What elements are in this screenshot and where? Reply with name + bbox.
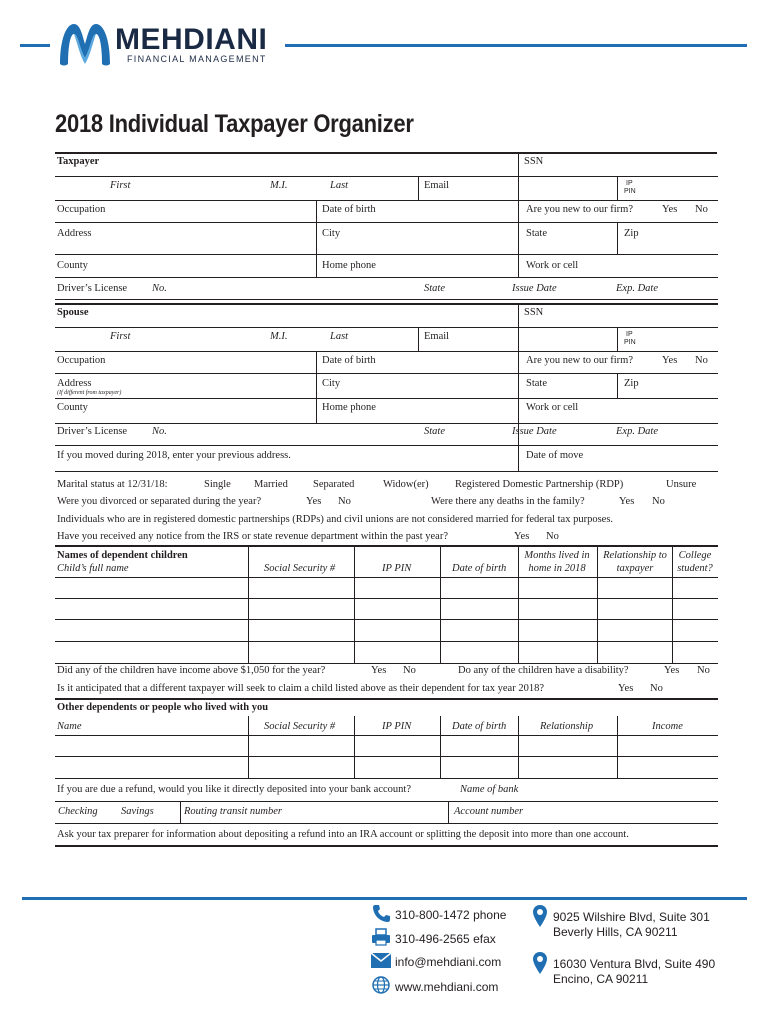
spouse-ip-label: IP — [626, 331, 633, 338]
spouse-new-firm-no[interactable]: No — [695, 355, 708, 366]
marital-unsure[interactable]: Unsure — [666, 479, 697, 490]
spouse-pin-label[interactable]: PIN — [624, 339, 636, 346]
brand-subtitle: FINANCIAL MANAGEMENT — [127, 54, 267, 64]
table-row[interactable] — [55, 619, 718, 620]
taxpayer-dl-state[interactable]: State — [424, 283, 445, 294]
divider — [617, 327, 618, 351]
rule — [55, 373, 718, 374]
location-pin-icon — [533, 905, 547, 927]
divider — [617, 176, 618, 200]
rule — [55, 176, 718, 177]
spouse-email-label[interactable]: Email — [424, 331, 450, 342]
rule — [55, 200, 718, 201]
divorced-yes[interactable]: Yes — [306, 496, 322, 507]
mehdiani-logo-icon — [56, 20, 114, 70]
taxpayer-ip-label: IP — [626, 180, 633, 187]
disability-yes[interactable]: Yes — [664, 665, 680, 676]
page-title: 2018 Individual Taxpayer Organizer — [55, 110, 414, 138]
taxpayer-dl-label: Driver’s License — [57, 283, 128, 294]
divider — [448, 801, 449, 823]
rule — [55, 423, 718, 424]
deaths-question: Were there any deaths in the family? — [431, 496, 585, 507]
others-income-col: Income — [652, 721, 683, 732]
rule — [55, 823, 718, 824]
table-row[interactable] — [55, 735, 718, 736]
table-row[interactable] — [55, 778, 718, 779]
notice-yes[interactable]: Yes — [514, 531, 530, 542]
divider — [248, 716, 249, 778]
divider — [597, 546, 598, 663]
spouse-work-cell-label[interactable]: Work or cell — [526, 402, 579, 413]
rdp-note: Individuals who are in registered domestic partnerships (RDPs) and civil unions are not considered married for federal tax purposes. — [57, 514, 614, 525]
taxpayer-city-label[interactable]: City — [322, 228, 341, 239]
taxpayer-header: Taxpayer — [57, 156, 100, 167]
marital-label: Marital status at 12/31/18: — [57, 479, 168, 490]
taxpayer-dl-exp[interactable]: Exp. Date — [616, 283, 658, 294]
divider — [248, 546, 249, 663]
divider — [672, 546, 673, 663]
divider — [440, 716, 441, 778]
spouse-address-note: (If different from taxpayer) — [57, 390, 122, 396]
taxpayer-new-firm-yes[interactable]: Yes — [662, 204, 678, 215]
rule — [55, 152, 717, 154]
rule — [55, 222, 718, 223]
taxpayer-new-firm-no[interactable]: No — [695, 204, 708, 215]
spouse-mi-label[interactable]: M.I. — [270, 331, 288, 342]
dependents-header: Names of dependent children — [57, 550, 188, 561]
disability-question: Do any of the children have a disability? — [458, 665, 629, 676]
deaths-yes[interactable]: Yes — [619, 496, 635, 507]
rule — [55, 277, 718, 278]
dependents-rel-col-line1: Relationship to — [603, 550, 667, 561]
table-row[interactable] — [55, 663, 718, 664]
others-header: Other dependents or people who lived with you — [57, 702, 269, 713]
spouse-county-label[interactable]: County — [57, 402, 88, 413]
taxpayer-first-label[interactable]: First — [110, 180, 131, 191]
fax-icon — [371, 928, 391, 946]
taxpayer-state-label[interactable]: State — [526, 228, 547, 239]
table-row[interactable] — [55, 756, 718, 757]
spouse-address-label[interactable]: Address — [57, 378, 92, 389]
dependents-ssn-col: Social Security # — [264, 563, 336, 574]
others-dob-col: Date of birth — [452, 721, 507, 732]
refund-routing-label[interactable]: Routing transit number — [184, 806, 283, 817]
divider — [617, 373, 618, 398]
children-income-yes[interactable]: Yes — [371, 665, 387, 676]
rule — [55, 351, 718, 352]
children-income-question: Did any of the children have income above $1,050 for the year? — [57, 665, 326, 676]
taxpayer-mi-label[interactable]: M.I. — [270, 180, 288, 191]
spouse-last-label[interactable]: Last — [330, 331, 349, 342]
others-rel-col: Relationship — [540, 721, 594, 732]
spouse-dl-no[interactable]: No. — [152, 426, 167, 437]
claim-question: Is it anticipated that a different taxpayer will seek to claim a child listed above as their dependent for tax year 2018? — [57, 683, 544, 694]
disability-no[interactable]: No — [697, 665, 710, 676]
refund-question: If you are due a refund, would you like it directly deposited into your bank account? — [57, 784, 411, 795]
rule — [55, 471, 718, 472]
rule — [55, 698, 718, 700]
others-name-col: Name — [57, 721, 82, 732]
divider — [617, 222, 618, 254]
spouse-home-phone-label[interactable]: Home phone — [322, 402, 376, 413]
location-pin-icon — [533, 952, 547, 974]
table-row[interactable] — [55, 598, 718, 599]
children-income-no[interactable]: No — [403, 665, 416, 676]
marital-married[interactable]: Married — [254, 479, 288, 490]
spouse-dob-label[interactable]: Date of birth — [322, 355, 376, 366]
dependents-months-col-line1: Months lived in — [524, 550, 590, 561]
claim-yes[interactable]: Yes — [618, 683, 634, 694]
spouse-header: Spouse — [57, 307, 89, 318]
table-row[interactable] — [55, 577, 718, 578]
taxpayer-work-cell-label[interactable]: Work or cell — [526, 260, 579, 271]
rule — [55, 299, 718, 300]
taxpayer-zip-label[interactable]: Zip — [624, 228, 639, 239]
brand-name: MEHDIANI — [115, 23, 268, 56]
contact-phone[interactable]: 310-800-1472 phone — [395, 908, 507, 922]
address2-line1: 16030 Ventura Blvd, Suite 490 — [553, 957, 716, 971]
refund-checking[interactable]: Checking — [58, 806, 98, 817]
notice-no[interactable]: No — [546, 531, 559, 542]
rule — [55, 845, 718, 847]
rule — [55, 398, 718, 399]
footer-rule — [22, 897, 747, 900]
moved-question[interactable]: If you moved during 2018, enter your previous address. — [57, 450, 291, 461]
contact-web[interactable]: www.mehdiani.com — [395, 980, 499, 994]
rule — [55, 445, 718, 446]
others-ssn-col: Social Security # — [264, 721, 336, 732]
marital-single[interactable]: Single — [204, 479, 231, 490]
globe-icon — [372, 976, 390, 994]
taxpayer-dl-no[interactable]: No. — [152, 283, 167, 294]
table-row[interactable] — [55, 641, 718, 642]
spouse-ssn-label[interactable]: SSN — [524, 307, 544, 318]
spouse-dl-label: Driver’s License — [57, 426, 128, 437]
taxpayer-ssn-label[interactable]: SSN — [524, 156, 544, 167]
header-rule-left — [20, 44, 50, 47]
divider — [354, 716, 355, 778]
spouse-new-firm-label: Are you new to our firm? — [526, 355, 634, 366]
refund-note: Ask your tax preparer for information about depositing a refund into an IRA account or splitting the deposit into more than one account. — [57, 829, 629, 840]
contact-efax[interactable]: 310-496-2565 efax — [395, 932, 496, 946]
dependents-college-col-line2: student? — [677, 563, 713, 574]
address2-line2: Encino, CA 90211 — [553, 972, 649, 986]
moved-date-label[interactable]: Date of move — [526, 450, 584, 461]
divider — [518, 716, 519, 778]
dependents-months-col-line2: home in 2018 — [528, 563, 586, 574]
divider — [354, 546, 355, 663]
taxpayer-address-label[interactable]: Address — [57, 228, 92, 239]
spouse-city-label[interactable]: City — [322, 378, 341, 389]
dependents-ippin-col: IP PIN — [382, 563, 412, 574]
rule — [55, 254, 718, 255]
marital-separated[interactable]: Separated — [313, 479, 355, 490]
divider — [440, 546, 441, 663]
deaths-no[interactable]: No — [652, 496, 665, 507]
address1-line1: 9025 Wilshire Blvd, Suite 301 — [553, 910, 710, 924]
divider — [180, 801, 181, 823]
spouse-dl-state[interactable]: State — [424, 426, 445, 437]
divider — [518, 200, 519, 277]
divorced-question: Were you divorced or separated during the year? — [57, 496, 262, 507]
rule — [55, 801, 718, 802]
rule — [55, 545, 718, 547]
marital-rdp[interactable]: Registered Domestic Partnership (RDP) — [455, 479, 624, 490]
taxpayer-pin-label[interactable]: PIN — [624, 188, 636, 195]
dependents-dob-col: Date of birth — [452, 563, 507, 574]
refund-savings[interactable]: Savings — [121, 806, 154, 817]
divider — [518, 445, 519, 471]
email-icon — [371, 953, 391, 968]
spouse-dl-issue[interactable]: Issue Date — [512, 426, 557, 437]
divider — [518, 546, 519, 663]
claim-no[interactable]: No — [650, 683, 663, 694]
dependents-college-col-line1: College — [678, 550, 712, 561]
refund-bank-label[interactable]: Name of bank — [460, 784, 519, 795]
taxpayer-occupation-label[interactable]: Occupation — [57, 204, 106, 215]
notice-question: Have you received any notice from the IRS or state revenue department within the past year? — [57, 531, 448, 542]
spouse-occupation-label[interactable]: Occupation — [57, 355, 106, 366]
divider — [316, 200, 317, 277]
spouse-dl-exp[interactable]: Exp. Date — [616, 426, 658, 437]
taxpayer-email-label[interactable]: Email — [424, 180, 450, 191]
phone-icon — [372, 904, 390, 922]
divider — [617, 716, 618, 778]
dependents-name-col: Child’s full name — [57, 563, 129, 574]
taxpayer-county-label[interactable]: County — [57, 260, 88, 271]
spouse-state-label[interactable]: State — [526, 378, 547, 389]
taxpayer-last-label[interactable]: Last — [330, 180, 349, 191]
refund-account-label[interactable]: Account number — [454, 806, 524, 817]
spouse-first-label[interactable]: First — [110, 331, 131, 342]
spouse-zip-label[interactable]: Zip — [624, 378, 639, 389]
spouse-new-firm-yes[interactable]: Yes — [662, 355, 678, 366]
contact-email[interactable]: info@mehdiani.com — [395, 955, 502, 969]
taxpayer-new-firm-label: Are you new to our firm? — [526, 204, 634, 215]
dependents-rel-col-line2: taxpayer — [616, 563, 654, 574]
divorced-no[interactable]: No — [338, 496, 351, 507]
taxpayer-dl-issue[interactable]: Issue Date — [512, 283, 557, 294]
rule — [55, 327, 718, 328]
taxpayer-dob-label[interactable]: Date of birth — [322, 204, 376, 215]
divider — [316, 351, 317, 423]
divider — [418, 176, 419, 200]
divider — [418, 327, 419, 351]
others-ippin-col: IP PIN — [382, 721, 412, 732]
address1-line2: Beverly Hills, CA 90211 — [553, 925, 678, 939]
marital-widow[interactable]: Widow(er) — [383, 479, 429, 490]
header-rule-right — [285, 44, 747, 47]
taxpayer-home-phone-label[interactable]: Home phone — [322, 260, 376, 271]
rule — [55, 303, 718, 305]
